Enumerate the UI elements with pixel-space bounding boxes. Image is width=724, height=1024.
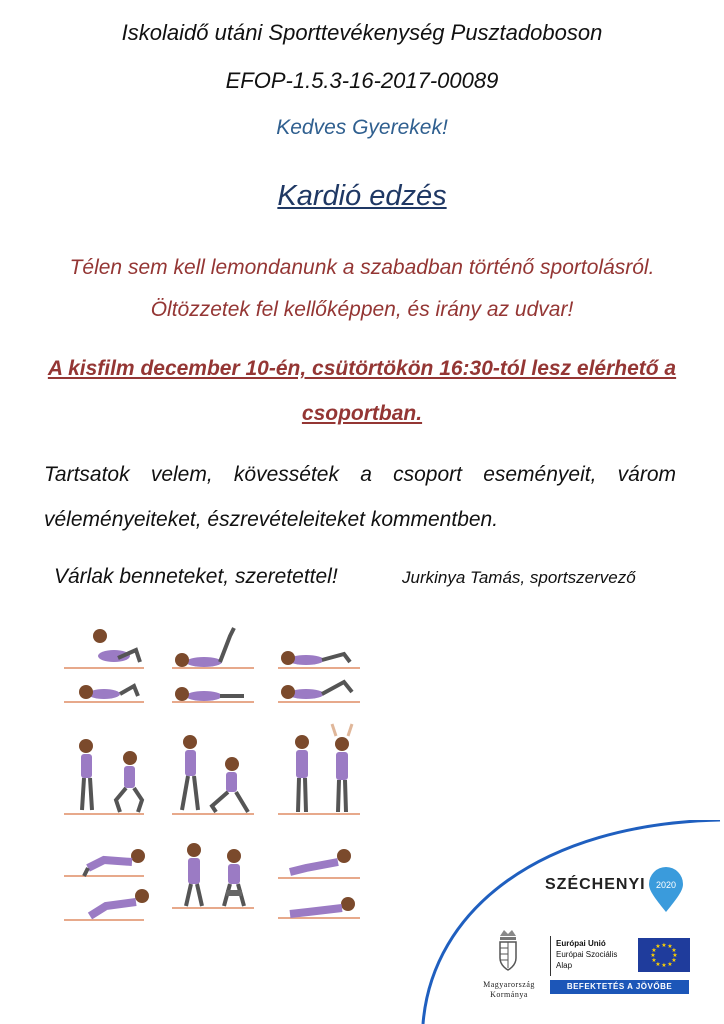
svg-text:★: ★ [671,947,677,954]
notice-line-2: csoportban. [301,402,423,425]
page-title: Kardió edzés [277,180,447,212]
svg-text:★: ★ [667,943,673,950]
body-line-2: véleményeiteket, észrevételeiteket kommentben. [44,508,499,531]
svg-text:★: ★ [661,962,667,969]
signature: Jurkinya Tamás, sportszervező [402,568,636,587]
closing-text: Várlak benneteket, szeretettel! [54,565,338,588]
notice-line-1: A kisfilm december 10-én, csütörtökön 16:30-tól lesz elérhető a [47,357,677,380]
szechenyi-year: 2020 [655,880,677,890]
svg-text:★: ★ [655,943,661,950]
hungary-coat-of-arms-icon [496,928,520,972]
gov-line-1: Magyarország [483,980,535,989]
government-label [470,980,548,1000]
svg-text:★: ★ [661,942,667,949]
greeting: Kedves Gyerekek! [276,116,448,139]
svg-text:★: ★ [650,952,656,959]
svg-text:★: ★ [655,961,661,968]
eu-flag-icon [638,938,690,972]
svg-text:★: ★ [672,952,678,959]
gov-line-2: Kormánya [490,990,528,999]
intro-line-2: Öltözzetek fel kellőképpen, és irány az udvar! [150,298,574,321]
intro-line-1: Télen sem kell lemondanunk a szabadban történő sportolásról. [69,256,655,279]
exercise-illustration [44,606,380,936]
eu-line-3: Alap [556,961,573,970]
eu-label [556,938,617,971]
svg-text:★: ★ [671,957,677,964]
szechenyi-logo-text: SZÉCHENYI [545,876,646,893]
body-line-1: Tartsatok velem, kövessétek a csoport eseményeit, várom [44,463,676,486]
eu-line-1: Európai Unió [556,939,606,948]
eu-separator [550,936,551,976]
investment-banner: BEFEKTETÉS A JÖVŐBE [550,980,689,994]
szechenyi-pin-icon [647,866,685,914]
project-code: EFOP-1.5.3-16-2017-00089 [225,68,499,93]
svg-text:★: ★ [651,947,657,954]
svg-text:★: ★ [651,957,657,964]
eu-line-2: Európai Szociális [556,950,618,959]
header-title: Iskolaidő utáni Sporttevékenység Pusztadoboson [121,20,603,45]
svg-text:★: ★ [667,961,673,968]
